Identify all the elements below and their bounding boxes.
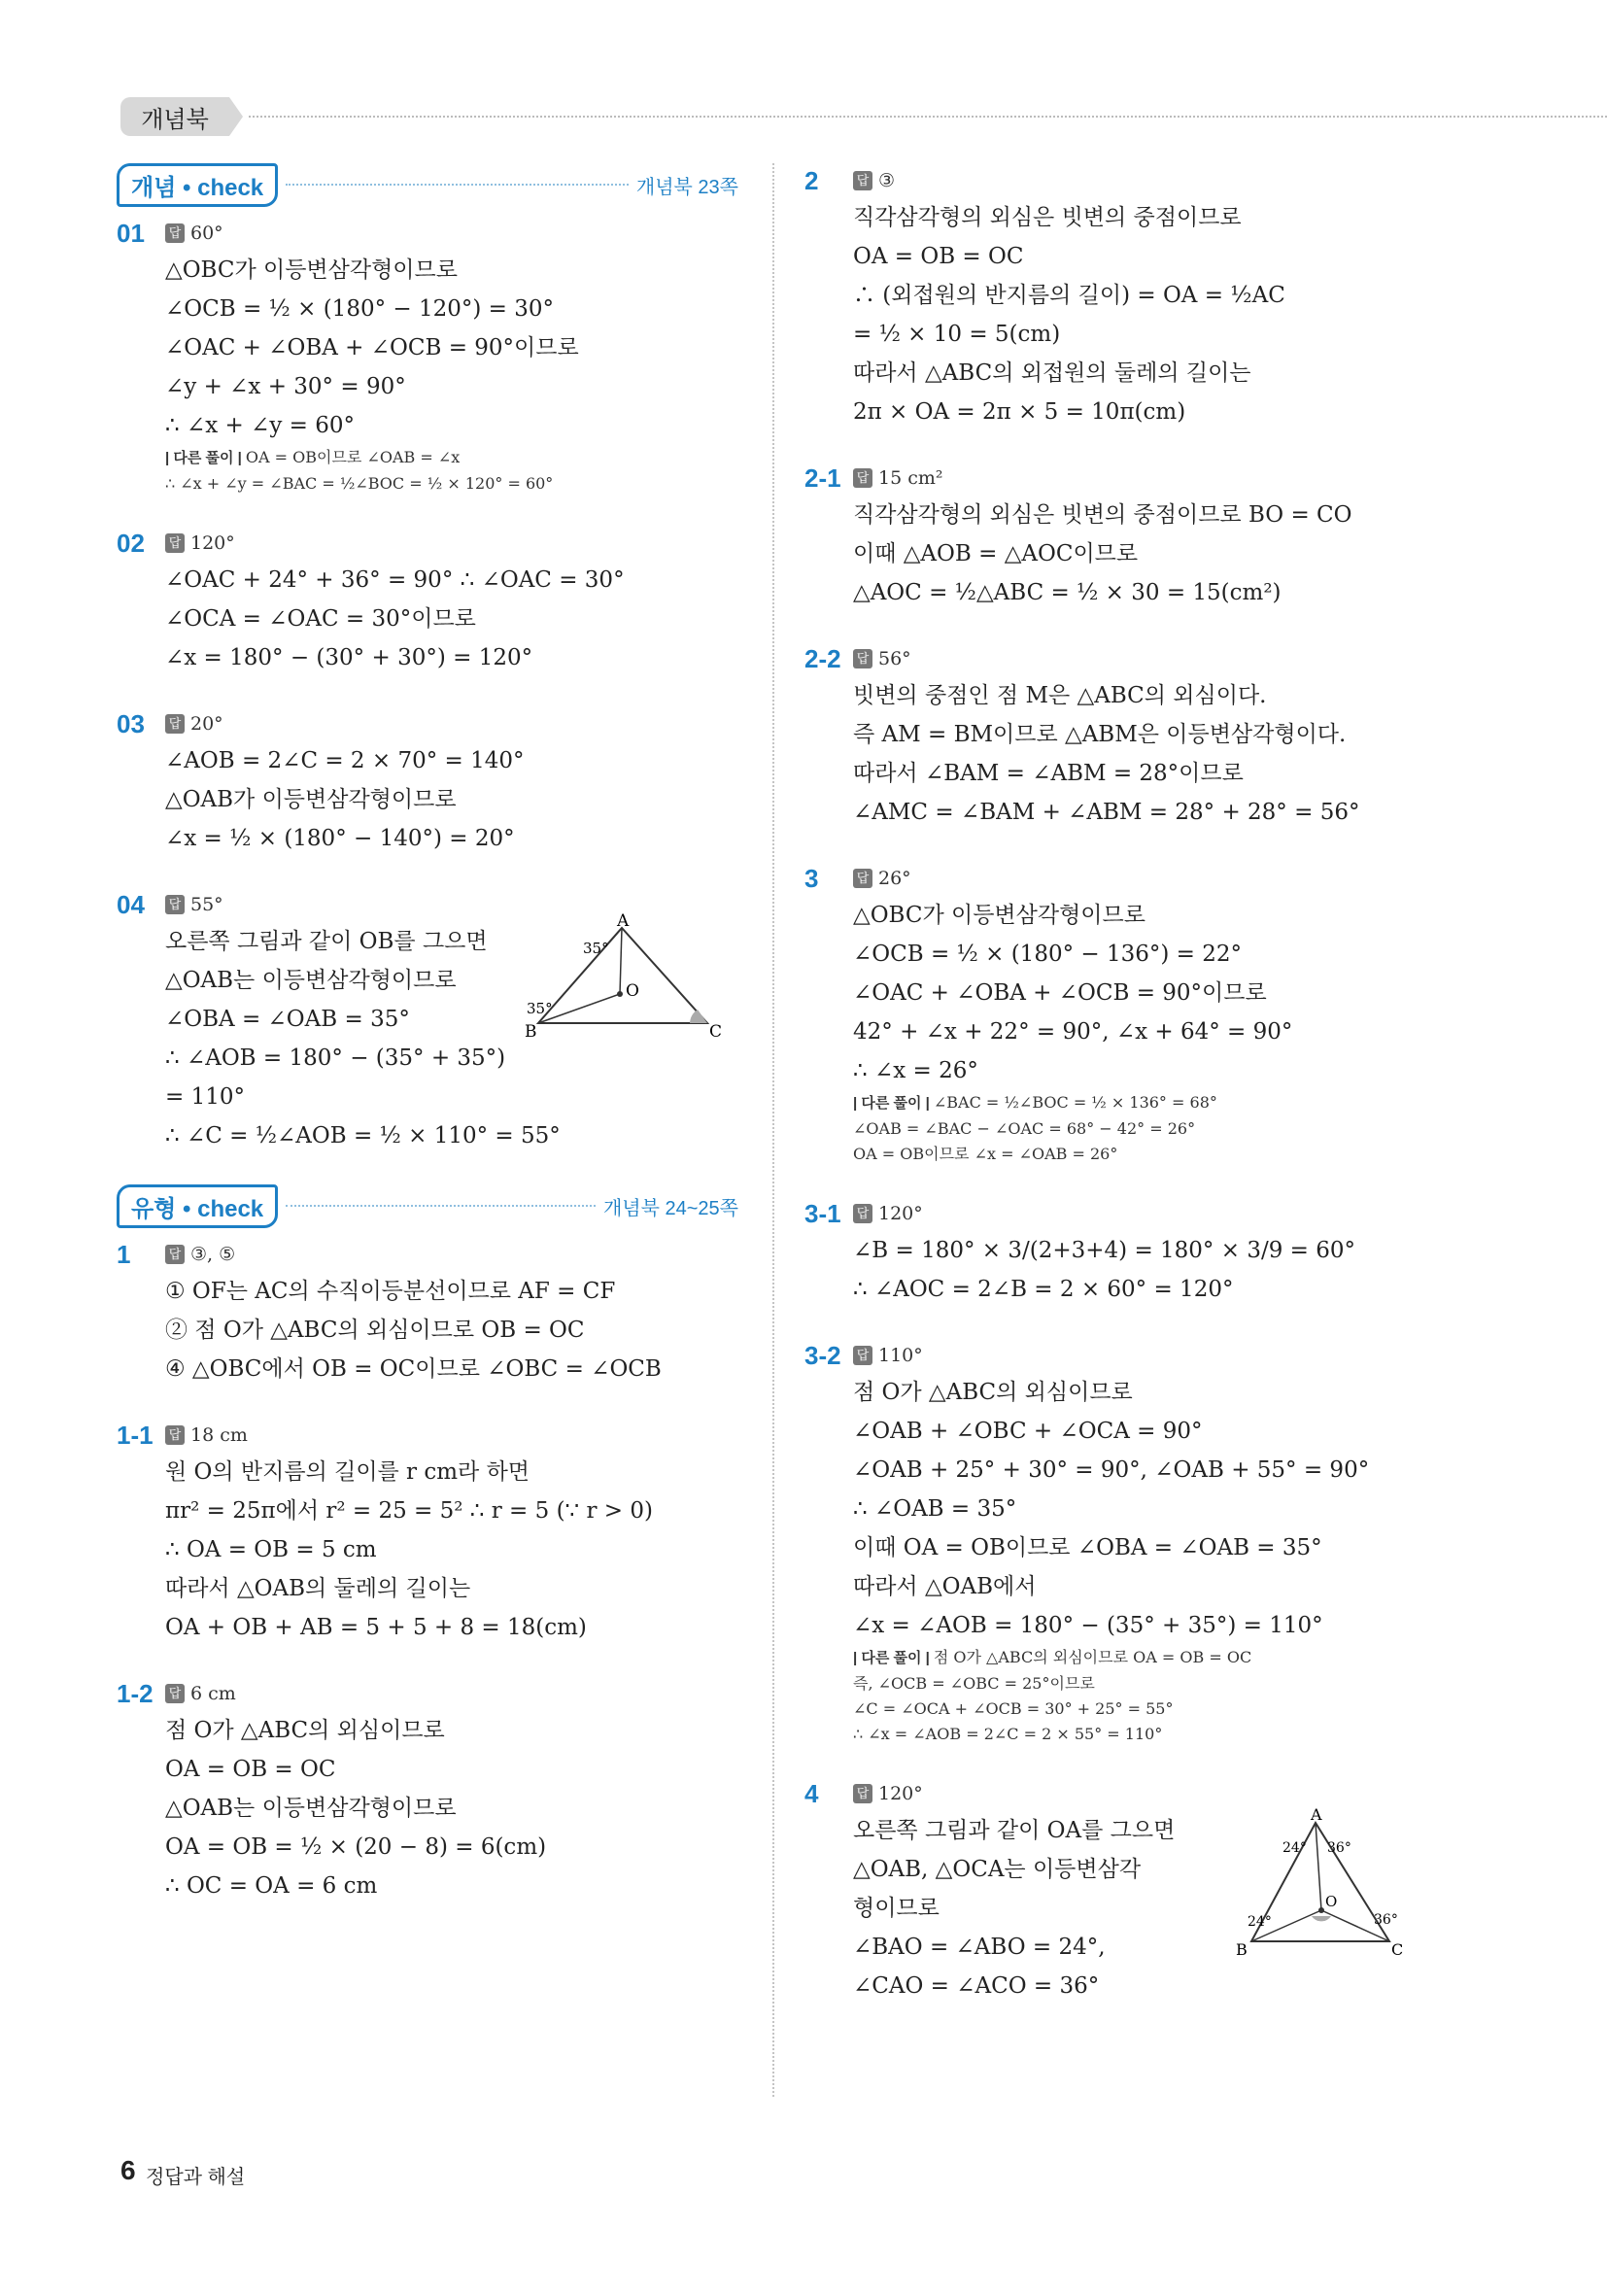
answer-icon: 답 [165, 1425, 185, 1445]
solution-line: 따라서 △ABC의 외접원의 둘레의 길이는 [853, 360, 1251, 386]
answer-value: 120° [878, 1203, 923, 1224]
solution-line: ∴ ∠AOC = 2∠B = 2 × 60° = 120° [853, 1277, 1234, 1302]
answer-icon: 답 [853, 869, 872, 888]
left-column [117, 163, 738, 1935]
problem-3 [804, 861, 1349, 1167]
solution-line: ∠OAB + 25° + 30° = 90°, ∠OAB + 55° = 90° [853, 1457, 1370, 1483]
problem-4 [804, 1776, 1404, 2005]
solution-line: = ½ × 10 = 5(cm) [853, 322, 1061, 347]
solution-line: 점 O가 △ABC의 외심이므로 [165, 1718, 445, 1743]
problem-number: 01 [117, 218, 145, 248]
angle-label-2: 36° [1327, 1840, 1351, 1856]
solution-line: △OAB는 이등변삼각형이므로 [165, 968, 457, 993]
solution-line: △OAB는 이등변삼각형이므로 [165, 1796, 457, 1821]
angle-label-4: 36° [1374, 1912, 1398, 1928]
label-a: A [617, 911, 630, 931]
problem-3-1 [804, 1196, 1355, 1309]
alt-solution-line: 즉, ∠OCB = ∠OBC = 25°이므로 [853, 1674, 1095, 1693]
solution-line: ∠AOB = 2∠C = 2 × 70° = 140° [165, 748, 525, 773]
solution-line: ∠OCA = ∠OAC = 30°이므로 [165, 606, 476, 632]
answer-icon: 답 [165, 533, 185, 553]
section-rule [286, 184, 629, 186]
solution-line: ∠AMC = ∠BAM + ∠ABM = 28° + 28° = 56° [853, 800, 1360, 825]
problem-03 [117, 706, 738, 858]
alt-solution-text: OA = OB이므로 ∠OAB = ∠x [245, 448, 461, 466]
solution-line: △OAB, △OCA는 이등변삼각 [853, 1857, 1142, 1882]
section-tag [120, 97, 229, 136]
problem-01 [117, 216, 738, 497]
solution-line: 직각삼각형의 외심은 빗변의 중점이므로 [853, 205, 1242, 230]
triangle-abc [538, 928, 707, 1023]
angle-label-left: 35° [527, 1000, 553, 1017]
solution-line: ∠B = 180° × 3/(2+3+4) = 180° × 3/9 = 60° [853, 1238, 1355, 1263]
solution-line: ∠CAO = ∠ACO = 36° [853, 1973, 1100, 1999]
problem-1-1 [117, 1418, 738, 1647]
solution-line: 따라서 △OAB에서 [853, 1574, 1037, 1599]
angle-c-mark [690, 1010, 707, 1023]
solution-line: △OBC가 이등변삼각형이므로 [165, 257, 458, 283]
answer-value: 18 cm [190, 1424, 248, 1446]
answer-icon: 답 [853, 1204, 872, 1223]
solution-line: OA = OB = OC [165, 1757, 336, 1782]
segment-oa [620, 928, 622, 994]
solution-line: ∠x = 180° − (30° + 30°) = 120° [165, 645, 533, 670]
section-tag-arrow [229, 97, 243, 136]
solution-line: 즉 AM = BM이므로 △ABM은 이등변삼각형이다. [853, 722, 1347, 747]
answer-icon: 답 [165, 1684, 185, 1703]
problem-2-2 [804, 641, 1360, 832]
segment-oa [1316, 1823, 1321, 1910]
solution-line: 오른쪽 그림과 같이 OA를 그으면 [853, 1818, 1176, 1843]
problem-number: 02 [117, 528, 145, 558]
type-check-ref: 개념북 24~25쪽 [602, 1197, 738, 1219]
problem-02 [117, 526, 738, 677]
problem-number: 1-1 [117, 1420, 154, 1450]
alt-solution-tag: | 다른 풀이 | [165, 450, 242, 466]
answer-value: 20° [190, 713, 223, 735]
problem-2-1 [804, 461, 1352, 612]
answer-icon: 답 [853, 468, 872, 488]
solution-line: △OBC가 이등변삼각형이므로 [853, 903, 1145, 928]
problem-number: 3-1 [804, 1198, 841, 1228]
triangle-figure-04 [525, 911, 723, 1052]
problem-number: 2-1 [804, 463, 841, 493]
answer-value: 120° [878, 1783, 923, 1804]
solution-line: ∴ ∠C = ½∠AOB = ½ × 110° = 55° [165, 1123, 561, 1148]
alt-solution-line [165, 445, 738, 471]
problem-1-2 [117, 1676, 738, 1905]
solution-line: △AOC = ½△ABC = ½ × 30 = 15(cm²) [853, 580, 1282, 605]
answer-icon: 답 [853, 171, 872, 190]
solution-line: ∠OAC + ∠OBA + ∠OCB = 90°이므로 [165, 335, 579, 360]
answer-value: 56° [878, 648, 911, 669]
solution-line: 42° + ∠x + 22° = 90°, ∠x + 64° = 90° [853, 1019, 1293, 1045]
concept-check-badge: 개념 • check [117, 163, 278, 207]
solution-line: ∠BAO = ∠ABO = 24°, [853, 1935, 1106, 1960]
solution-line: △OAB가 이등변삼각형이므로 [165, 787, 457, 812]
solution-line: 2π × OA = 2π × 5 = 10π(cm) [853, 399, 1186, 425]
problem-number: 3-2 [804, 1340, 841, 1370]
alt-solution-line: ∴ ∠x + ∠y = ∠BAC = ½∠BOC = ½ × 120° = 60° [165, 474, 554, 493]
solution-line: πr² = 25π에서 r² = 25 = 5² ∴ r = 5 (∵ r > 0) [165, 1498, 653, 1524]
section-tag-label: 개념북 [141, 106, 209, 133]
answer-value: 120° [190, 532, 235, 554]
solution-line: ∴ OC = OA = 6 cm [165, 1873, 378, 1899]
answer-icon: 답 [853, 1346, 872, 1365]
right-column [804, 163, 1404, 2035]
point-o [1318, 1907, 1324, 1913]
problem-number: 3 [804, 863, 819, 893]
concept-check-ref: 개념북 23쪽 [635, 176, 738, 198]
triangle-abc [1251, 1823, 1389, 1941]
answer-icon: 답 [853, 649, 872, 668]
problem-number: 1-2 [117, 1678, 154, 1708]
angle-o-mark [1312, 1916, 1331, 1921]
solution-line: ∴ ∠x = 26° [853, 1058, 978, 1083]
angle-label-top: 35° [583, 940, 609, 957]
alt-solution-line: ∠C = ∠OCA + ∠OCB = 30° + 25° = 55° [853, 1699, 1174, 1718]
solution-line: 원 O의 반지름의 길이를 r cm라 하면 [165, 1459, 530, 1485]
solution-line: ∠OBA = ∠OAB = 35° [165, 1007, 410, 1032]
answer-value: 15 cm² [878, 467, 943, 489]
solution-line: ④ △OBC에서 OB = OC이므로 ∠OBC = ∠OCB [165, 1356, 662, 1382]
type-check-badge: 유형 • check [117, 1184, 278, 1228]
solution-line: ∠OAC + ∠OBA + ∠OCB = 90°이므로 [853, 980, 1267, 1006]
answer-value: 110° [878, 1345, 923, 1366]
solution-line: ∠OAC + 24° + 36° = 90° ∴ ∠OAC = 30° [165, 567, 625, 593]
answer-icon: 답 [165, 895, 185, 914]
alt-solution-line: ∠OAB = ∠BAC − ∠OAC = 68° − 42° = 26° [853, 1119, 1196, 1138]
answer-icon: 답 [165, 223, 185, 243]
solution-line: 오른쪽 그림과 같이 OB를 그으면 [165, 929, 488, 954]
solution-line: ∴ (외접원의 반지름의 길이) = OA = ½AC [853, 283, 1285, 308]
solution-line: ∠x = ∠AOB = 180° − (35° + 35°) = 110° [853, 1613, 1323, 1638]
answer-value: 26° [878, 868, 911, 889]
solution-line: 빗변의 중점인 점 M은 △ABC의 외심이다. [853, 683, 1267, 708]
label-o: O [626, 981, 639, 1001]
type-check-header [117, 1184, 738, 1227]
solution-line: ∠y + ∠x + 30° = 90° [165, 374, 406, 399]
answer-value: ③ [878, 170, 896, 191]
answer-icon: 답 [165, 714, 185, 734]
label-c: C [709, 1022, 723, 1042]
problem-2 [804, 163, 1349, 431]
label-b: B [1236, 1940, 1248, 1959]
concept-check-header [117, 163, 738, 206]
solution-line: 이때 OA = OB이므로 ∠OBA = ∠OAB = 35° [853, 1535, 1322, 1560]
column-divider [772, 163, 774, 2097]
footer-label: 정답과 해설 [146, 2167, 246, 2188]
solution-line: 점 O가 △ABC의 외심이므로 [853, 1380, 1133, 1405]
problem-number: 1 [117, 1239, 131, 1269]
alt-solution-text: ∠BAC = ½∠BOC = ½ × 136° = 68° [933, 1093, 1217, 1112]
solution-line: ∠OCB = ½ × (180° − 120°) = 30° [165, 296, 555, 322]
label-a: A [1311, 1805, 1322, 1824]
label-o: O [1325, 1893, 1338, 1910]
solution-line: OA = OB = OC [853, 244, 1024, 269]
solution-line: ∠x = ½ × (180° − 140°) = 20° [165, 826, 515, 851]
solution-line: ∴ ∠AOB = 180° − (35° + 35°) [165, 1045, 506, 1071]
problem-number: 4 [804, 1778, 819, 1808]
angle-label-1: 24° [1282, 1840, 1307, 1856]
solution-line: OA + OB + AB = 5 + 5 + 8 = 18(cm) [165, 1615, 587, 1640]
solution-line: OA = OB = ½ × (20 − 8) = 6(cm) [165, 1834, 547, 1860]
solution-line: 따라서 ∠BAM = ∠ABM = 28°이므로 [853, 761, 1244, 786]
solution-line: = 110° [165, 1084, 245, 1110]
problem-1 [117, 1237, 738, 1388]
alt-solution-line [853, 1645, 1349, 1671]
answer-value: 60° [190, 223, 223, 244]
page-number: 6 [120, 2155, 136, 2185]
solution-line: 형이므로 [853, 1896, 940, 1921]
answer-icon: 답 [165, 1245, 185, 1264]
answer-value: ③, ⑤ [190, 1244, 236, 1265]
header-rule [249, 116, 1607, 118]
answer-value: 6 cm [190, 1683, 236, 1704]
point-o [617, 991, 623, 997]
solution-line: ② 점 O가 △ABC의 외심이므로 OB = OC [165, 1318, 585, 1343]
problem-04 [117, 887, 738, 1155]
solution-line: 직각삼각형의 외심은 빗변의 중점이므로 BO = CO [853, 502, 1352, 528]
label-b: B [525, 1022, 537, 1042]
alt-solution-line: ∴ ∠x = ∠AOB = 2∠C = 2 × 55° = 110° [853, 1725, 1163, 1743]
solution-line: ∴ ∠x + ∠y = 60° [165, 413, 356, 438]
alt-solution-tag: | 다른 풀이 | [853, 1650, 930, 1666]
triangle-figure-4 [1232, 1805, 1407, 1965]
solution-line: 이때 △AOB = △AOC이므로 [853, 541, 1139, 566]
problem-number: 2-2 [804, 643, 841, 673]
problem-number: 2 [804, 165, 819, 195]
alt-solution-line: OA = OB이므로 ∠x = ∠OAB = 26° [853, 1145, 1118, 1163]
solution-line: ∴ ∠OAB = 35° [853, 1496, 1017, 1522]
answer-value: 55° [190, 894, 223, 915]
answer-icon: 답 [853, 1784, 872, 1803]
solution-line: ∠OAB + ∠OBC + ∠OCA = 90° [853, 1419, 1203, 1444]
solution-line: ∴ OA = OB = 5 cm [165, 1537, 377, 1562]
angle-label-3: 24° [1248, 1914, 1272, 1930]
solution-line: ① OF는 AC의 수직이등분선이므로 AF = CF [165, 1279, 616, 1304]
alt-solution-tag: | 다른 풀이 | [853, 1095, 930, 1112]
problem-number: 04 [117, 889, 145, 919]
solution-line: ∠OCB = ½ × (180° − 136°) = 22° [853, 942, 1243, 967]
label-c: C [1391, 1940, 1404, 1959]
problem-number: 03 [117, 708, 145, 738]
section-rule [286, 1205, 596, 1207]
alt-solution-text: 점 O가 △ABC의 외심이므로 OA = OB = OC [933, 1648, 1252, 1666]
problem-3-2 [804, 1338, 1370, 1747]
alt-solution-line [853, 1090, 1349, 1116]
solution-line: 따라서 △OAB의 둘레의 길이는 [165, 1576, 471, 1601]
